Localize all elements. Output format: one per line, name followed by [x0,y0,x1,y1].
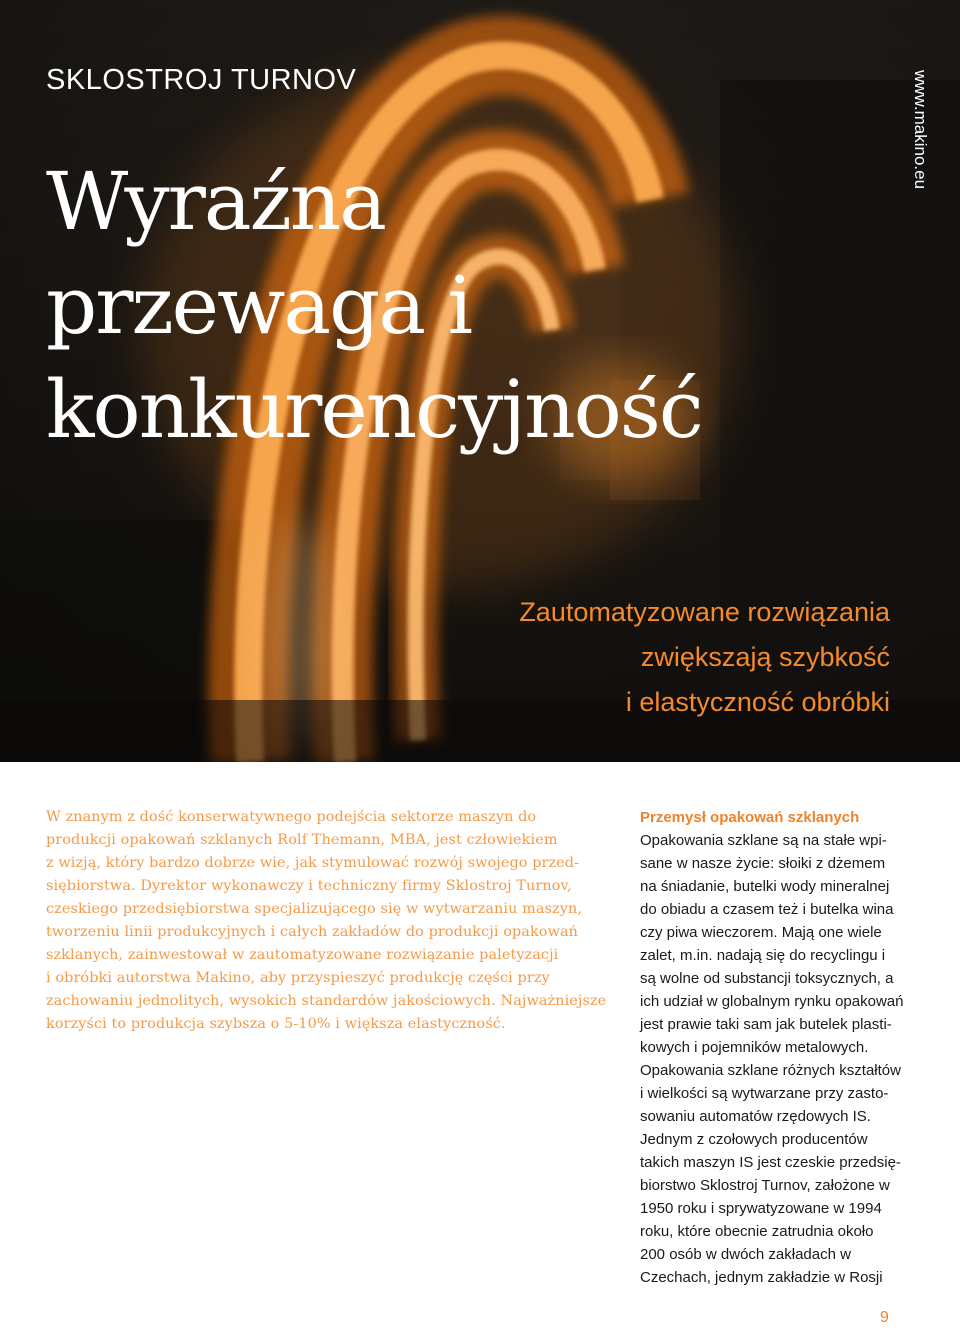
sidebar-line: Jednym z czołowych producentów [640,1131,868,1148]
sidebar-line: ich udział w globalnym rynku opakowań [640,993,904,1010]
tagline-line: i elastyczność obróbki [625,687,890,717]
sidebar-line: sowaniu automatów rzędowych IS. [640,1108,871,1125]
intro-line: produkcji opakowań szklanych Rolf Themann, MBA, jest człowiekiem [46,832,558,848]
sidebar-line: czy piwa wieczorem. Mają one wiele [640,924,882,941]
tagline-line: zwiększają szybkość [640,642,890,672]
sidebar-line: kowych i pojemników metalowych. [640,1039,869,1056]
section-kicker: SKLOSTROJ TURNOV [46,64,357,96]
sidebar-line: zalet, m.in. nadają się do recyclingu i [640,947,886,964]
headline-line: konkurencyjność [46,363,702,456]
page-headline [46,150,702,462]
intro-paragraph [46,806,607,1036]
sidebar-line: do obiadu a czasem też i butelka wina [640,901,894,918]
sidebar-line: Czechach, jednym zakładzie w Rosji [640,1269,883,1286]
sidebar-article [640,806,910,1289]
intro-line: siębiorstwa. Dyrektor wykonawczy i techniczny firmy Sklostroj Turnov, [46,878,572,894]
sidebar-line: 200 osób w dwóch zakładach w [640,1246,851,1263]
sidebar-line: roku, które obecnie zatrudnia około [640,1223,874,1240]
intro-line: korzyści to produkcja szybsza o 5-10% i większa elastyczność. [46,1016,506,1032]
sidebar-line: Opakowania szklane różnych kształtów [640,1062,901,1079]
sidebar-line: i wielkości są wytwarzane przy zasto- [640,1085,889,1102]
intro-line: W znanym z dość konserwatywnego podejścia sektorze maszyn do [46,809,537,825]
sidebar-line: 1950 roku i sprywatyzowane w 1994 [640,1200,882,1217]
sidebar-line: Opakowania szklane są na stałe wpi- [640,832,887,849]
tagline [519,590,890,725]
sidebar-heading: Przemysł opakowań szklanych [640,809,860,826]
intro-line: szklanych, zainwestował w zautomatyzowane rozwiązanie paletyzacji [46,947,559,963]
page-number: 9 [880,1309,889,1326]
sidebar-line: na śniadanie, butelki wody mineralnej [640,878,890,895]
sidebar-line: takich maszyn IS jest czeskie przedsię- [640,1154,901,1171]
tagline-line: Zautomatyzowane rozwiązania [519,597,890,627]
headline-line: przewaga i [46,259,472,352]
intro-line: i obróbki autorstwa Makino, aby przyspieszyć produkcję części przy [46,970,550,986]
intro-line: z wizją, który bardzo dobrze wie, jak stymulować rozwój swojego przed- [46,855,580,871]
headline-line: Wyraźna [46,155,385,248]
sidebar-line: są wolne od substancji toksycznych, a [640,970,894,987]
sidebar-line: jest prawie taki sam jak butelek plasti- [640,1016,892,1033]
website-url: www.makino.eu [911,70,930,190]
intro-line: tworzeniu linii produkcyjnych i całych zakładów do produkcji opakowań [46,924,579,940]
sidebar-line: biorstwo Sklostroj Turnov, założone w [640,1177,890,1194]
intro-line: zachowaniu jednolitych, wysokich standardów jakościowych. Najważniejsze [46,993,607,1009]
intro-line: czeskiego przedsiębiorstwa specjalizującego się w wytwarzaniu maszyn, [46,901,582,917]
sidebar-line: sane w nasze życie: słoiki z dżemem [640,855,886,872]
